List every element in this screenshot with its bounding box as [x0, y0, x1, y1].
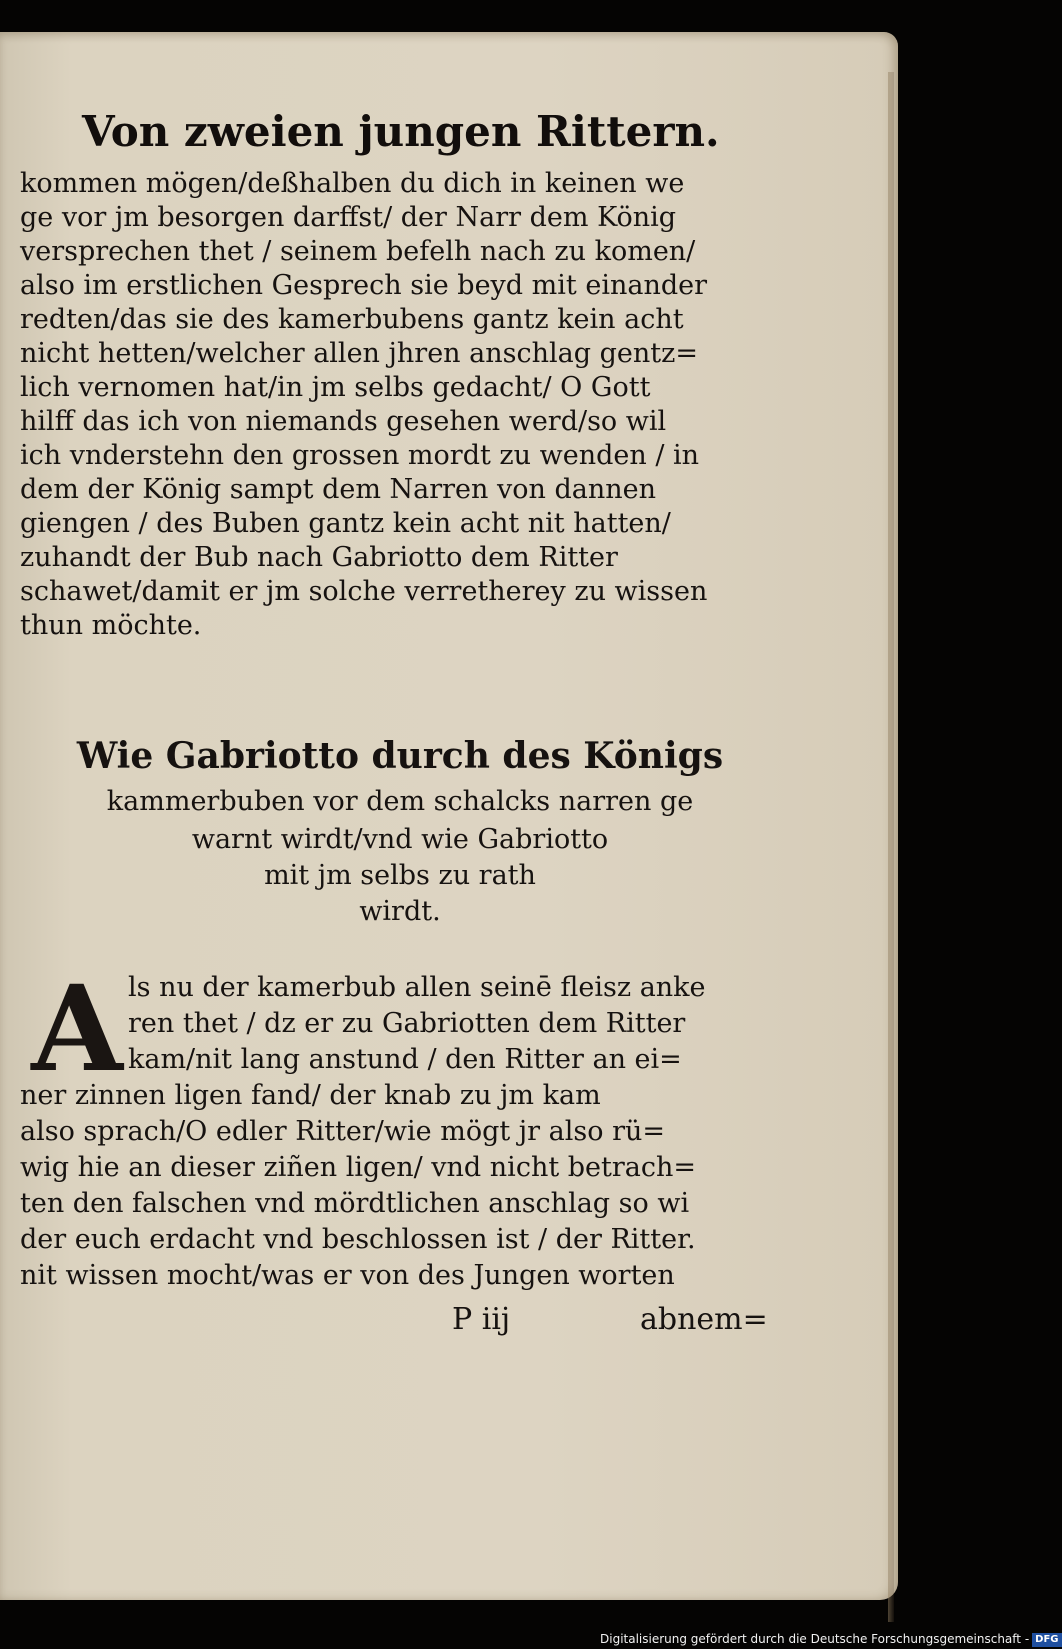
- text-line: thun möchte.: [20, 610, 202, 641]
- text-line: schawet/damit er jm solche verretherey zu wissen: [20, 576, 708, 607]
- text-line: giengen / des Buben gantz kein acht nit hatten/: [20, 508, 671, 539]
- text-line: ren thet / dz er zu Gabriotten dem Ritter: [128, 1008, 686, 1039]
- text-line: nicht hetten/welcher allen jhren anschlag gentz=: [20, 338, 698, 369]
- text-line: kam/nit lang anstund / den Ritter an ei=: [128, 1044, 682, 1075]
- heading-line: kammerbuben vor dem schalcks narren ge: [106, 786, 694, 817]
- page-edge: [888, 72, 894, 1622]
- text-line: kommen mögen/deßhalben du dich in keinen we: [20, 168, 685, 199]
- text-line: also im erstlichen Gesprech sie beyd mit einander: [20, 270, 707, 301]
- text-line: ich vnderstehn den grossen mordt zu wenden / in: [20, 440, 700, 471]
- text-line: der euch erdacht vnd beschlossen ist / der Ritter.: [20, 1224, 696, 1255]
- text-line: lich vernomen hat/in jm selbs gedacht/ O Gott: [20, 372, 651, 403]
- text-line: ten den falschen vnd mördtlichen anschlag so wi: [20, 1188, 690, 1219]
- text-line: zuhandt der Bub nach Gabriotto dem Ritter: [20, 542, 618, 573]
- text-line: ner zinnen ligen fand/ der knab zu jm kam: [20, 1080, 601, 1111]
- text-line: ge vor jm besorgen darffst/ der Narr dem König: [20, 202, 677, 233]
- credit-text: Digitalisierung gefördert durch die Deutsche Forschungsgemeinschaft -: [600, 1632, 1030, 1646]
- digitization-credit: [600, 1630, 1059, 1649]
- running-title: Von zweien jungen Rittern.: [82, 107, 720, 156]
- catchword: abnem=: [640, 1302, 768, 1337]
- text-line: hilff das ich von niemands gesehen werd/so wil: [20, 406, 667, 437]
- heading-line: Wie Gabriotto durch des Königs: [76, 735, 724, 777]
- text-line: nit wissen mocht/was er von des Jungen worten: [20, 1260, 675, 1291]
- text-line: dem der König sampt dem Narren von dannen: [20, 474, 657, 505]
- dfg-logo: DFG: [1032, 1633, 1061, 1647]
- text-line: redten/das sie des kamerbubens gantz kein acht: [20, 304, 684, 335]
- drop-cap: A: [31, 959, 123, 1098]
- text-line: wig hie an dieser ziñen ligen/ vnd nicht betrach=: [20, 1152, 697, 1183]
- heading-line: wirdt.: [359, 896, 441, 927]
- text-line: versprechen thet / seinem befelh nach zu komen/: [20, 236, 696, 267]
- text-line: also sprach/O edler Ritter/wie mögt jr also rü=: [20, 1116, 665, 1147]
- signature-mark: P iij: [452, 1302, 511, 1337]
- heading-line: mit jm selbs zu rath: [264, 860, 536, 891]
- text-line: ls nu der kamerbub allen seinē fleisz anke: [128, 972, 706, 1003]
- heading-line: warnt wirdt/vnd wie Gabriotto: [191, 824, 609, 855]
